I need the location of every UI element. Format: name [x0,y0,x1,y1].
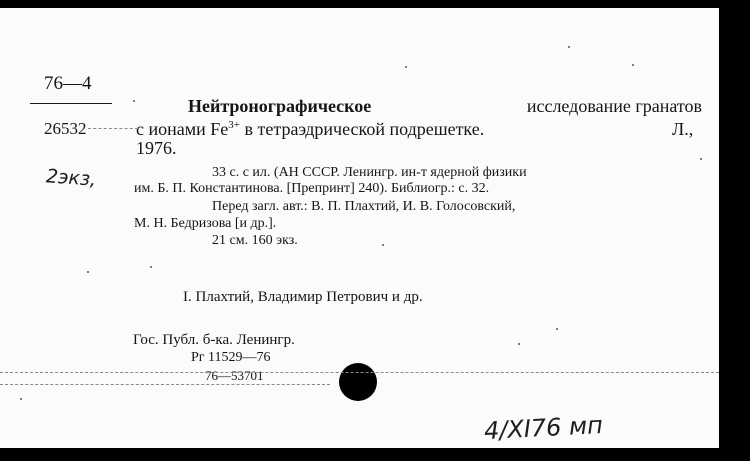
tracing: I. Плахтий, Владимир Петрович и др. [183,289,423,305]
dotted-leader [88,128,138,129]
bottom-fold-line [0,372,719,373]
catalog-number: 76—53701 [205,368,264,383]
title-line2-b: в тетраэдрической подрешетке. [240,119,485,139]
title-line1-rest: исследование гранатов [526,96,702,116]
ink-speck [518,343,520,345]
punch-hole [339,363,377,401]
publication-place: Л., [672,119,694,139]
description-line-4: М. Н. Бедризова [и др.]. [134,216,277,231]
handwritten-note: 4/XI76 мп [483,410,604,446]
handwritten-copies: 2экз, [45,165,97,191]
title-ion-charge: 3+ [228,119,240,131]
ink-speck [150,266,152,268]
ink-speck [382,244,384,246]
title-bold: Нейтронографическое [188,96,372,116]
publication-year: 1976. [136,138,177,158]
description-line-1: 33 с. с ил. (АН СССР. Ленингр. ин-т ядерной физики [212,165,527,180]
ink-speck [133,100,135,102]
ink-speck [556,328,558,330]
title-line2 [136,120,484,138]
ink-speck [20,398,22,400]
ink-speck [405,66,407,68]
ink-speck [700,158,702,160]
shelf-mark-divider [30,103,112,104]
library-line: Гос. Публ. б-ка. Ленингр. [133,332,295,348]
card-number: 26532 [44,119,87,138]
description-line-3: Перед загл. авт.: В. П. Плахтий, И. В. Голосовский, [212,199,516,214]
ink-speck [568,46,570,48]
description-line-2: им. Б. П. Константинова. [Препринт] 240). Библиогр.: с. 32. [134,181,490,196]
description-line-5: 21 см. 160 экз. [212,233,298,248]
catalog-card [0,8,719,448]
ink-speck [632,64,634,66]
ink-speck [87,271,89,273]
shelf-mark: 76—4 [44,73,92,94]
order-number: Рг 11529—76 [191,350,271,365]
bottom-fold-line-2 [0,384,330,385]
title-line2-a: с ионами Fe [136,119,229,139]
